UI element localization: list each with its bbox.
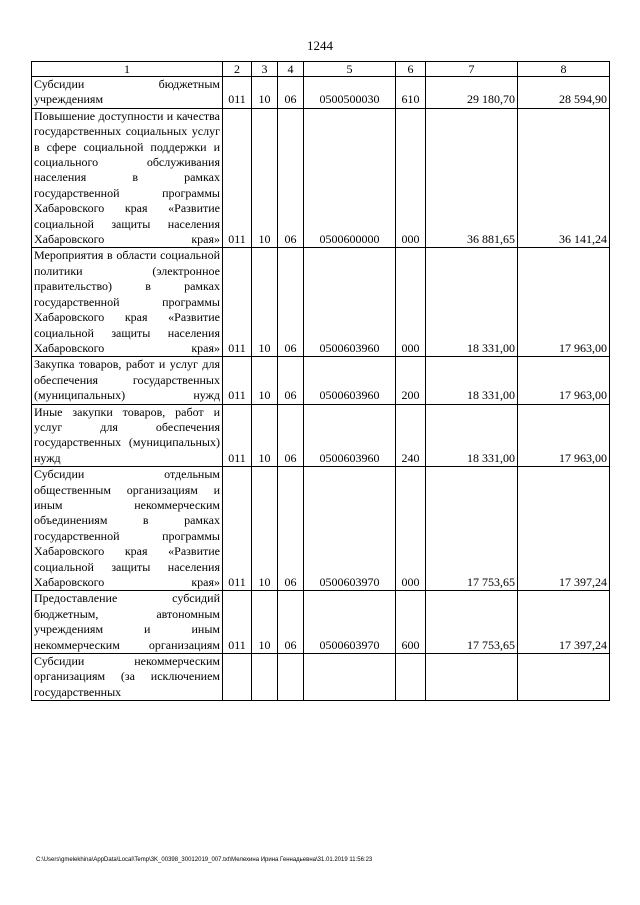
table-row — [32, 108, 610, 248]
amount-col7-cell — [426, 654, 518, 701]
target-article-cell: 0500603970 — [304, 467, 396, 591]
section-cell — [252, 654, 278, 701]
column-header: 7 — [426, 62, 518, 77]
column-header: 2 — [223, 62, 252, 77]
table-row — [32, 591, 610, 654]
target-article-cell: 0500603960 — [304, 404, 396, 467]
amount-col8-cell — [518, 654, 610, 701]
row-name-cell: Субсидии отдельным общественным организациям и иным некоммерческим объединениям в рамках государственной программы Хабаровского края «Развитие социальной защиты населения Хабаровского края» — [32, 467, 223, 591]
target-article-cell: 0500603960 — [304, 248, 396, 357]
admin-code-cell: 011 — [223, 108, 252, 248]
amount-col7-cell: 36 881,65 — [426, 108, 518, 248]
subsection-cell: 06 — [278, 404, 304, 467]
admin-code-cell: 011 — [223, 467, 252, 591]
expense-type-cell: 240 — [396, 404, 426, 467]
target-article-cell: 0500500030 — [304, 77, 396, 109]
table-row — [32, 467, 610, 591]
table-row — [32, 357, 610, 404]
column-header: 6 — [396, 62, 426, 77]
subsection-cell: 06 — [278, 591, 304, 654]
expense-type-cell: 610 — [396, 77, 426, 109]
expense-type-cell: 200 — [396, 357, 426, 404]
amount-col8-cell: 17 397,24 — [518, 591, 610, 654]
section-cell: 10 — [252, 467, 278, 591]
amount-col7-cell: 18 331,00 — [426, 248, 518, 357]
expense-type-cell: 000 — [396, 467, 426, 591]
admin-code-cell: 011 — [223, 357, 252, 404]
admin-code-cell — [223, 654, 252, 701]
section-cell: 10 — [252, 77, 278, 109]
subsection-cell: 06 — [278, 108, 304, 248]
file-path-footer: C:\Users\gmelekhina\AppData\Local\Temp\3K_00398_30012019_007.txt\Мелехина Ирина Геннадьевна\31.01.2019 11:56:23 — [36, 857, 373, 863]
row-name-cell: Субсидии некоммерческим организациям (за исключением государственных — [32, 654, 223, 701]
column-header: 8 — [518, 62, 610, 77]
amount-col8-cell: 17 963,00 — [518, 248, 610, 357]
row-name-cell: Субсидии бюджетным учреждениям — [32, 77, 223, 109]
amount-col7-cell: 18 331,00 — [426, 404, 518, 467]
expense-type-cell — [396, 654, 426, 701]
target-article-cell: 0500603960 — [304, 357, 396, 404]
amount-col7-cell: 17 753,65 — [426, 467, 518, 591]
admin-code-cell: 011 — [223, 77, 252, 109]
subsection-cell: 06 — [278, 248, 304, 357]
expense-type-cell: 600 — [396, 591, 426, 654]
column-header: 4 — [278, 62, 304, 77]
table-row — [32, 248, 610, 357]
subsection-cell — [278, 654, 304, 701]
table-row — [32, 654, 610, 701]
amount-col7-cell: 29 180,70 — [426, 77, 518, 109]
row-name-cell: Закупка товаров, работ и услуг для обеспечения государственных (муниципальных) нужд — [32, 357, 223, 404]
page-number: 1244 — [307, 38, 333, 53]
target-article-cell — [304, 654, 396, 701]
column-header: 1 — [32, 62, 223, 77]
table-row — [32, 404, 610, 467]
table-header-row — [32, 62, 610, 77]
amount-col8-cell: 17 963,00 — [518, 357, 610, 404]
amount-col8-cell: 36 141,24 — [518, 108, 610, 248]
amount-col7-cell: 17 753,65 — [426, 591, 518, 654]
expense-type-cell: 000 — [396, 108, 426, 248]
target-article-cell: 0500603970 — [304, 591, 396, 654]
subsection-cell: 06 — [278, 357, 304, 404]
row-name-cell: Предоставление субсидий бюджетным, автономным учреждениям и иным некоммерческим организациям — [32, 591, 223, 654]
amount-col7-cell: 18 331,00 — [426, 357, 518, 404]
expense-type-cell: 000 — [396, 248, 426, 357]
column-header: 5 — [304, 62, 396, 77]
column-header: 3 — [252, 62, 278, 77]
row-name-cell: Повышение доступности и качества государственных социальных услуг в сфере социальной поддержки и социального обслуживания населения в рамках государственной программы Хабаровского края «Развитие социальной защиты населения Хабаровского края» — [32, 108, 223, 248]
row-name-cell: Мероприятия в области социальной политики (электронное правительство) в рамках государственной программы Хабаровского края «Развитие социальной защиты населения Хабаровского края» — [32, 248, 223, 357]
row-name-cell: Иные закупки товаров, работ и услуг для обеспечения государственных (муниципальных) нужд — [32, 404, 223, 467]
budget-table — [31, 61, 610, 701]
admin-code-cell: 011 — [223, 248, 252, 357]
table-row — [32, 77, 610, 109]
target-article-cell: 0500600000 — [304, 108, 396, 248]
amount-col8-cell: 17 963,00 — [518, 404, 610, 467]
section-cell: 10 — [252, 248, 278, 357]
subsection-cell: 06 — [278, 77, 304, 109]
amount-col8-cell: 17 397,24 — [518, 467, 610, 591]
section-cell: 10 — [252, 357, 278, 404]
admin-code-cell: 011 — [223, 591, 252, 654]
section-cell: 10 — [252, 108, 278, 248]
section-cell: 10 — [252, 591, 278, 654]
amount-col8-cell: 28 594,90 — [518, 77, 610, 109]
subsection-cell: 06 — [278, 467, 304, 591]
section-cell: 10 — [252, 404, 278, 467]
admin-code-cell: 011 — [223, 404, 252, 467]
